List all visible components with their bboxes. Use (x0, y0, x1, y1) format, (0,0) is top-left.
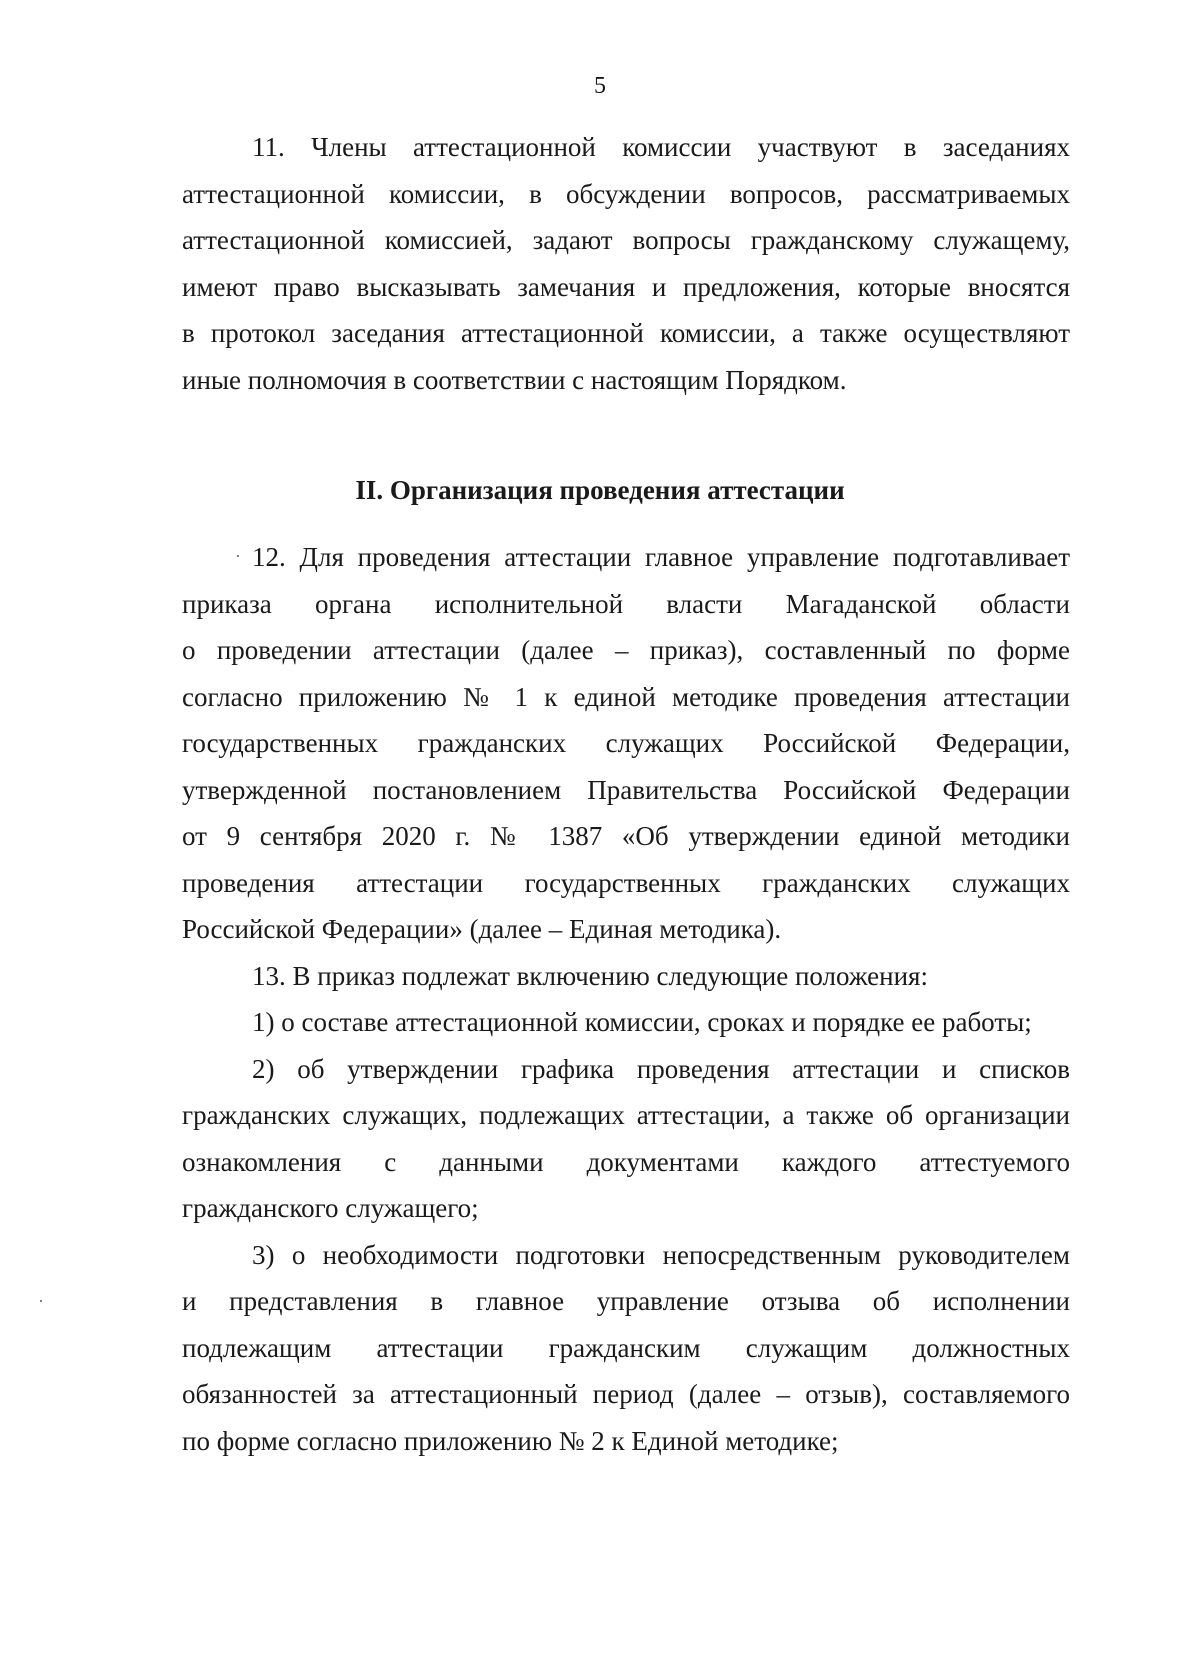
text-line: 3) о необходимости подготовки непосредственным руководителем (252, 1239, 1070, 1270)
text-line: 2) об утверждении графика проведения аттестации и списков (252, 1053, 1070, 1084)
text-line: 13. В приказ подлежат включению следующие положения: (252, 960, 928, 991)
text-line: по форме согласно приложению № 2 к Единой методике; (182, 1425, 839, 1456)
text-line: в протокол заседания аттестационной комиссии, а также осуществляют (182, 318, 1070, 348)
text-line: утвержденной постановлением Правительства Российской Федерации (182, 774, 1070, 805)
page-number: 5 (594, 73, 606, 99)
text-line: проведения аттестации государственных гражданских служащих (182, 867, 1070, 898)
text-line: подлежащим аттестации гражданским служащим должностных (182, 1332, 1070, 1363)
section-body (182, 534, 1070, 1464)
text-line: гражданского служащего; (182, 1193, 479, 1223)
text-line: имеют право высказывать замечания и предложения, которые вносятся (182, 271, 1070, 302)
text-line: обязанностей за аттестационный период (далее – отзыв), составляемого (182, 1379, 1070, 1409)
text-line: 12. Для проведения аттестации главное управление подготавливает (252, 542, 1070, 572)
text-line: и представления в главное управление отзыва об исполнении (182, 1286, 1070, 1316)
text-line: приказа органа исполнительной власти Магаданской области (182, 588, 1070, 619)
text-line: аттестационной комиссии, в обсуждении вопросов, рассматриваемых (182, 178, 1070, 209)
text-line: 11. Члены аттестационной комиссии участвуют в заседаниях (252, 132, 1070, 162)
text-line: 1) о составе аттестационной комиссии, сроках и порядке ее работы; (252, 1007, 1032, 1037)
scan-speck (237, 555, 239, 557)
text-line: государственных гражданских служащих Российской Федерации, (182, 728, 1070, 758)
text-line: аттестационной комиссией, задают вопросы гражданскому служащему, (182, 225, 1070, 255)
text-line: согласно приложению № 1 к единой методике проведения аттестации (182, 681, 1070, 712)
text-line: гражданских служащих, подлежащих аттестации, а также об организации (182, 1100, 1070, 1130)
text-line: Российской Федерации» (далее – Единая методика). (182, 914, 782, 944)
scan-speck (40, 1300, 42, 1302)
text-line: от 9 сентября 2020 г. № 1387 «Об утверждении единой методики (182, 821, 1070, 851)
paragraph-11 (182, 124, 1070, 403)
text-line: ознакомления с данными документами каждого аттестуемого (182, 1146, 1070, 1177)
text-line: о проведении аттестации (далее – приказ), составленный по форме (182, 635, 1070, 665)
text-line: иные полномочия в соответствии с настоящим Порядком. (182, 364, 847, 395)
section-heading: II. Организация проведения аттестации (355, 475, 845, 505)
